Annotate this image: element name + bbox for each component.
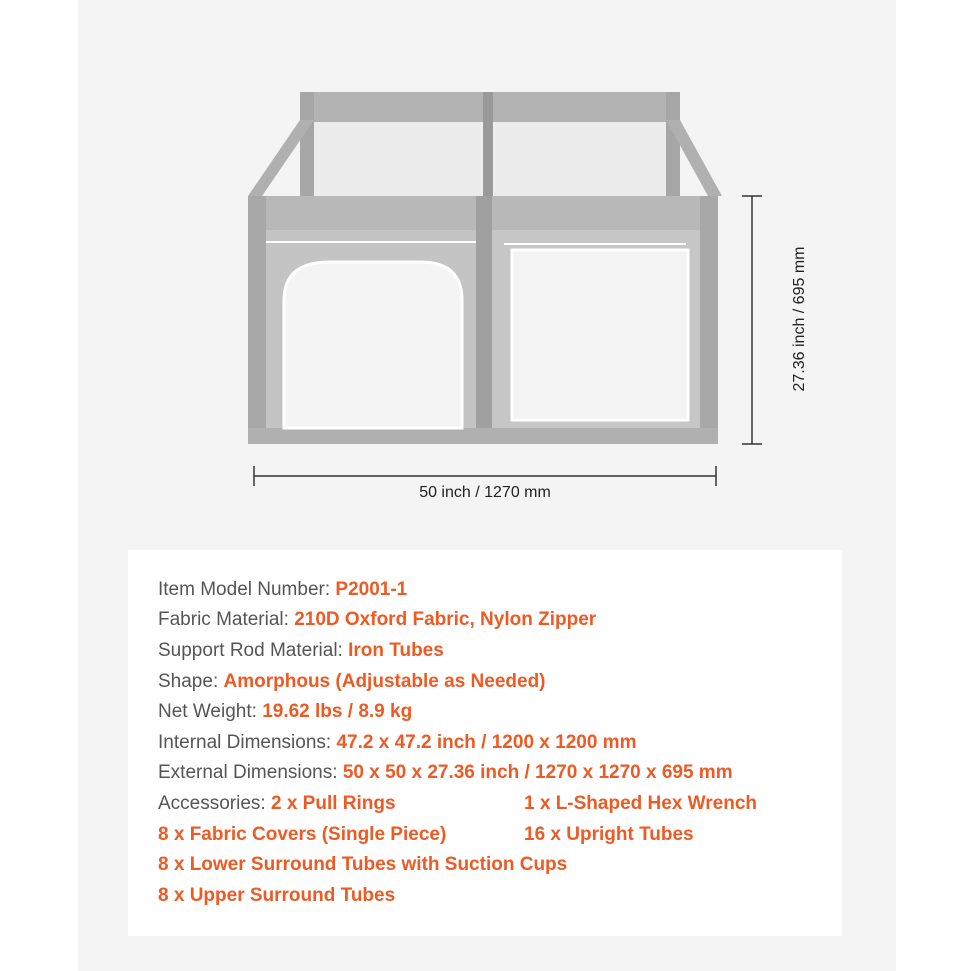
spec-internal: Internal Dimensions: 47.2 x 47.2 inch / 1200 x 1200 mm bbox=[158, 732, 637, 753]
spec-rod: Support Rod Material: Iron Tubes bbox=[158, 640, 444, 661]
spec-weight: Net Weight: 19.62 lbs / 8.9 kg bbox=[158, 701, 413, 722]
accessory-item: 8 x Fabric Covers (Single Piece) bbox=[158, 824, 447, 845]
width-dimension-label: 50 inch / 1270 mm bbox=[419, 484, 551, 501]
front-left-post bbox=[248, 196, 266, 442]
spec-external: External Dimensions: 50 x 50 x 27.36 inch / 1270 x 1270 x 695 mm bbox=[158, 762, 733, 783]
spec-shape: Shape: Amorphous (Adjustable as Needed) bbox=[158, 671, 546, 692]
accessory-item: 1 x L-Shaped Hex Wrench bbox=[524, 793, 757, 814]
front-bottom-rail bbox=[248, 428, 718, 444]
spec-model: Item Model Number: P2001-1 bbox=[158, 579, 408, 600]
side-mesh-window bbox=[512, 250, 688, 420]
spec-fabric: Fabric Material: 210D Oxford Fabric, Nylon Zipper bbox=[158, 609, 597, 630]
back-left-post bbox=[300, 92, 314, 212]
accessory-item: 8 x Lower Surround Tubes with Suction Cups bbox=[158, 854, 568, 875]
zipper-door-opening bbox=[284, 262, 462, 428]
spec-accessories: Accessories: 2 x Pull Rings bbox=[158, 793, 396, 814]
accessory-item: 16 x Upright Tubes bbox=[524, 824, 694, 845]
back-center-post bbox=[483, 92, 493, 202]
front-center-post bbox=[476, 196, 492, 442]
front-right-post bbox=[700, 196, 718, 442]
back-right-post bbox=[666, 92, 680, 212]
height-dimension-label: 27.36 inch / 695 mm bbox=[791, 246, 808, 392]
accessory-item: 8 x Upper Surround Tubes bbox=[158, 885, 396, 906]
